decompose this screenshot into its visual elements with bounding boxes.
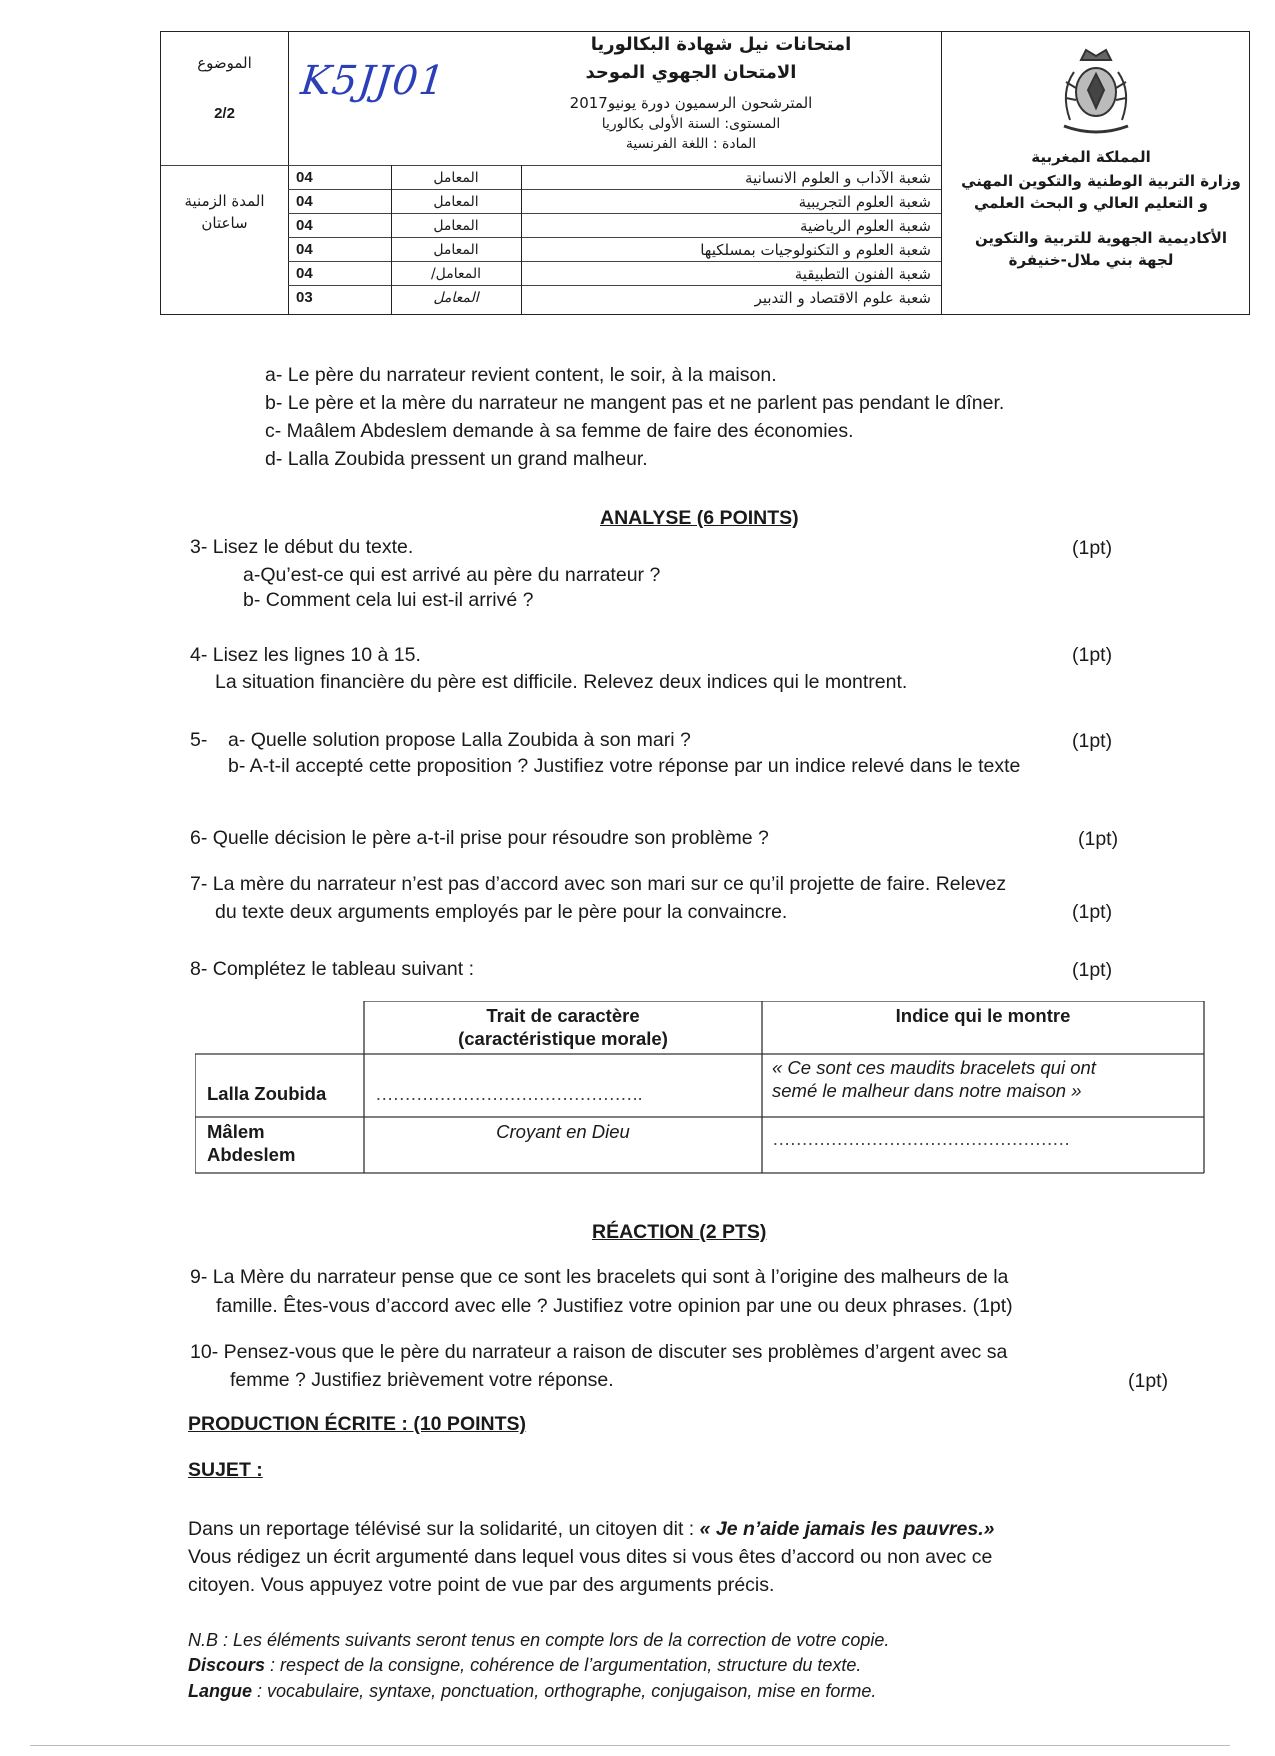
row1-trait-blank: ………………………………………. [375, 1083, 642, 1104]
option-c: c- Maâlem Abdeslem demande à sa femme de faire des économies. [265, 420, 854, 442]
row2-clue-blank: …………………………………………… [772, 1128, 1070, 1149]
coef-label: المعامل [433, 218, 479, 234]
question-4: 4- Lisez les lignes 10 à 15. [190, 644, 421, 666]
question-4-points: (1pt) [1072, 644, 1113, 666]
branch-name: شعبة علوم الاقتصاد و التدبير [754, 289, 931, 307]
coef-label: المعامل [433, 242, 479, 258]
question-3-points: (1pt) [1072, 537, 1113, 559]
question-5-points: (1pt) [1072, 730, 1113, 752]
question-10-line1: 10- Pensez-vous que le père du narrateur a raison de discuter ses problèmes d’argent avec sa [190, 1341, 1008, 1363]
coef-label: المعامل [433, 290, 479, 306]
row2-name-line1: Mâlem [207, 1121, 265, 1142]
question-6: 6- Quelle décision le père a-t-il prise pour résoudre son problème ? [190, 827, 769, 849]
row1-clue [772, 1056, 1096, 1102]
question-3b: b- Comment cela lui est-il arrivé ? [243, 589, 534, 611]
coef-label: المعامل [433, 194, 479, 210]
row2-trait: Croyant en Dieu [496, 1121, 630, 1142]
subject-label: الموضوع [197, 54, 252, 72]
row1-clue-line2: semé le malheur dans notre maison » [772, 1080, 1082, 1101]
analyse-title: ANALYSE (6 POINTS) [600, 507, 799, 529]
row1-name: Lalla Zoubida [207, 1083, 327, 1104]
exam-header [160, 31, 1250, 315]
academy-line2: لجهة بني ملال-خنيفرة [1008, 251, 1174, 269]
exam-title: امتحانات نيل شهادة البكالوريا [590, 34, 852, 55]
coef-value: 04 [296, 169, 313, 186]
question-10-line2: femme ? Justifiez brièvement votre réponse. [230, 1369, 614, 1391]
ministry-line1: وزارة التربية الوطنية والتكوين المهني [961, 172, 1241, 190]
question-10-points: (1pt) [1128, 1370, 1169, 1392]
production-title: PRODUCTION ÉCRITE : (10 POINTS) [188, 1413, 527, 1435]
langue-label: Langue [188, 1681, 253, 1701]
question-5b: b- A-t-il accepté cette proposition ? Justifiez votre réponse par un indice relevé dans le texte [228, 755, 1021, 777]
citizen-quote: « Je n’aide jamais les pauvres.» [699, 1518, 995, 1540]
branch-name: شعبة العلوم التجريبية [798, 193, 931, 211]
branch-name: شعبة الآداب و العلوم الانسانية [745, 169, 931, 187]
discours-label: Discours [188, 1655, 266, 1675]
branch-row [581, 286, 941, 310]
coef-label: المعامل/ [430, 266, 482, 282]
page-number: 2/2 [214, 105, 235, 122]
row1-clue-line1: « Ce sont ces maudits bracelets qui ont [772, 1057, 1096, 1078]
branch-row [581, 238, 941, 262]
note-discours [188, 1653, 861, 1677]
character-table [195, 1001, 1205, 1174]
question-3: 3- Lisez le début du texte. [190, 536, 414, 558]
question-9-line1: 9- La Mère du narrateur pense que ce sont les bracelets qui sont à l’origine des malheurs de la [190, 1266, 1009, 1288]
question-7-points: (1pt) [1072, 901, 1113, 923]
question-4-text: La situation financière du père est difficile. Relevez deux indices qui le montrent. [215, 671, 908, 693]
branch-row [581, 262, 941, 286]
coef-value: 04 [296, 241, 313, 258]
branch-row [581, 214, 941, 238]
table-header-trait-line1: Trait de caractère [486, 1005, 640, 1026]
option-a: a- Le père du narrateur revient content, le soir, à la maison. [265, 364, 777, 386]
sujet-line2: Vous rédigez un écrit argumenté dans lequel vous dites si vous êtes d’accord ou non avec ce [188, 1546, 993, 1568]
table-header-trait [364, 1004, 762, 1050]
duration-value: ساعتان [201, 214, 248, 232]
question-9-line2: famille. Êtes-vous d’accord avec elle ? Justifiez votre opinion par une ou deux phrases. (1pt) [216, 1295, 1013, 1317]
branch-row [581, 190, 941, 214]
handwritten-code: K5JJ01 [298, 58, 448, 104]
page-bottom-rule [30, 1745, 1230, 1746]
sujet-line1-text: Dans un reportage télévisé sur la solidarité, un citoyen dit : [188, 1518, 700, 1540]
exam-subtitle: الامتحان الجهوي الموحد [585, 62, 797, 83]
branch-name: شعبة العلوم الرياضية [800, 217, 931, 235]
note-langue [188, 1679, 876, 1703]
reaction-title: RÉACTION (2 PTS) [592, 1221, 767, 1243]
sujet-line3: citoyen. Vous appuyez votre point de vue par des arguments précis. [188, 1574, 775, 1596]
langue-text: : vocabulaire, syntaxe, ponctuation, orthographe, conjugaison, mise en forme. [252, 1681, 877, 1701]
exam-session: المترشحون الرسميون دورة يونيو2017 [569, 94, 813, 112]
question-8-points: (1pt) [1072, 959, 1113, 981]
option-d: d- Lalla Zoubida pressent un grand malheur. [265, 448, 648, 470]
ministry-line2: و التعليم العالي و البحث العلمي [974, 194, 1208, 212]
exam-subject: المادة : اللغة الفرنسية [625, 136, 757, 152]
note-nb: N.B : Les éléments suivants seront tenus en compte lors de la correction de votre copie. [188, 1630, 890, 1650]
branch-name: شعبة الفنون التطبيقية [794, 265, 931, 283]
exam-level: المستوى: السنة الأولى بكالوريا [601, 116, 781, 132]
row2-name-line2: Abdeslem [207, 1144, 296, 1165]
question-3a: a-Qu’est-ce qui est arrivé au père du narrateur ? [243, 564, 661, 586]
sujet-label: SUJET : [188, 1459, 263, 1481]
question-6-points: (1pt) [1078, 828, 1119, 850]
coef-value: 04 [296, 193, 313, 210]
branch-name: شعبة العلوم و التكنولوجيات بمسلكيها [700, 241, 931, 259]
question-5a: a- Quelle solution propose Lalla Zoubida à son mari ? [228, 729, 691, 751]
coef-label: المعامل [433, 170, 479, 186]
coef-value: 04 [296, 217, 313, 234]
question-7-line2: du texte deux arguments employés par le père pour la convaincre. [215, 901, 788, 923]
discours-text: : respect de la consigne, cohérence de l’argumentation, structure du texte. [265, 1655, 862, 1675]
coef-value: 04 [296, 265, 313, 282]
royal-emblem-icon [1046, 42, 1146, 142]
coef-value: 03 [296, 289, 313, 306]
table-header-clue: Indice qui le montre [895, 1005, 1071, 1026]
question-8: 8- Complétez le tableau suivant : [190, 958, 474, 980]
table-header-trait-line2: (caractéristique morale) [458, 1028, 668, 1049]
row2-name [207, 1120, 295, 1166]
question-5-number: 5- [190, 729, 208, 751]
sujet-line1 [188, 1517, 994, 1541]
branch-row [581, 166, 941, 190]
kingdom-name: المملكة المغربية [1031, 148, 1151, 166]
question-7-line1: 7- La mère du narrateur n’est pas d’accord avec son mari sur ce qu’il projette de faire. Relevez [190, 873, 1007, 895]
academy-line1: الأكاديمية الجهوية للتربية والتكوين [974, 229, 1228, 247]
option-b: b- Le père et la mère du narrateur ne mangent pas et ne parlent pas pendant le dîner. [265, 392, 1005, 414]
duration-label: المدة الزمنية [184, 192, 265, 210]
